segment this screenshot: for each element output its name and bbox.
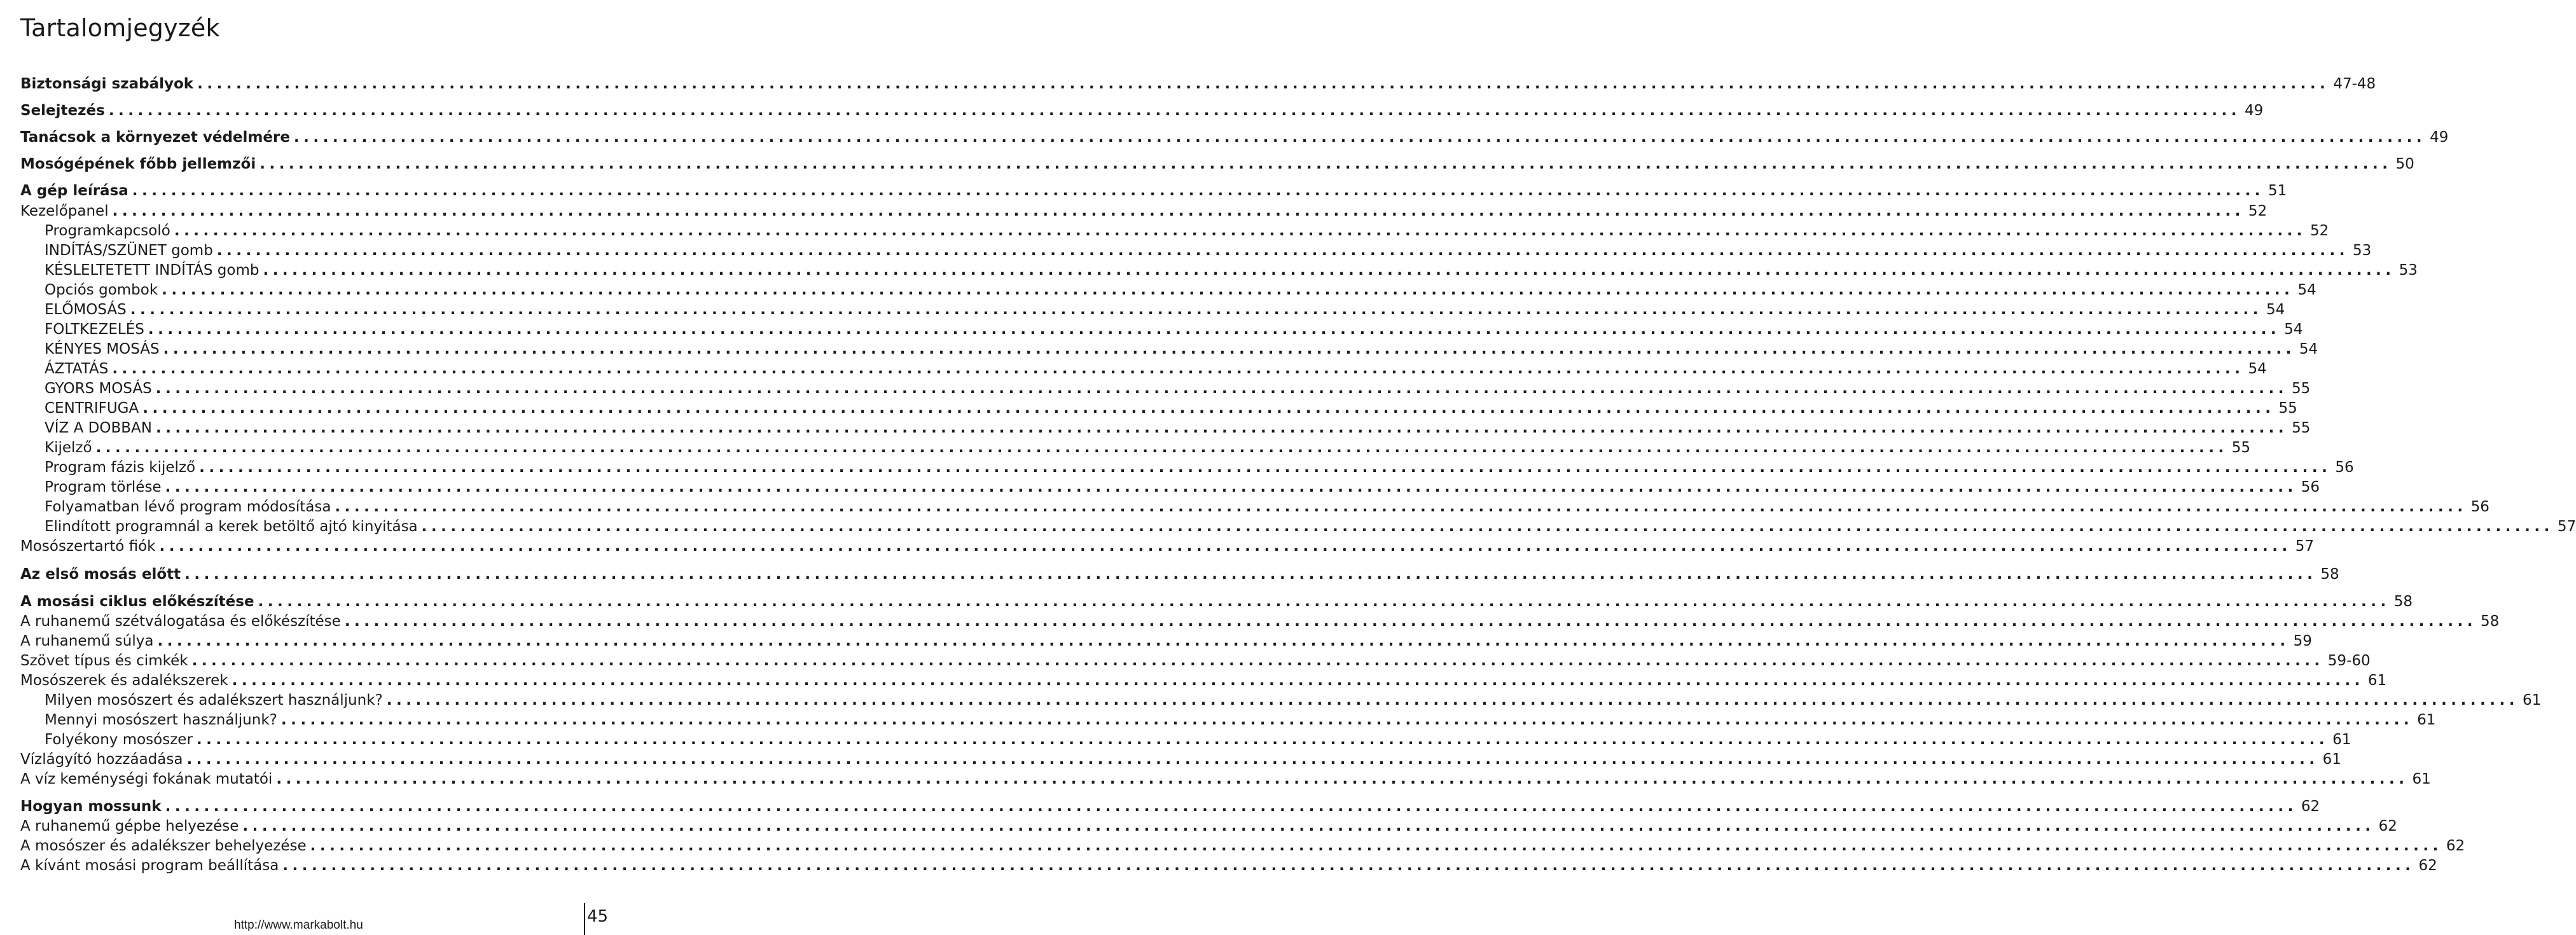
- toc-entry-label: FOLTKEZELÉS: [45, 321, 144, 338]
- toc-entry-page: 61: [2522, 692, 2542, 709]
- toc-dot-leader: ............................................................................................................................................................................................................................: [184, 566, 2317, 583]
- toc-entry: [20, 127, 2449, 148]
- toc-entry-label: Mosószerek és adalékszerek: [20, 672, 228, 689]
- toc-dot-leader: ............................................................................................................................................................................................................................: [157, 633, 2290, 649]
- toc-entry: [20, 592, 2413, 612]
- toc-dot-leader: ............................................................................................................................................................................................................................: [95, 440, 2228, 456]
- toc-dot-leader: ............................................................................................................................................................................................................................: [258, 593, 2390, 610]
- toc-dot-leader: ............................................................................................................................................................................................................................: [155, 420, 2289, 436]
- toc-dot-leader: ............................................................................................................................................................................................................................: [148, 321, 2281, 338]
- toc-entry-label: Opciós gombok: [45, 282, 158, 298]
- toc-entry: [45, 300, 2285, 320]
- toc-entry: [20, 749, 2341, 770]
- toc-entry: [45, 438, 2251, 458]
- toc-entry: [45, 516, 2576, 537]
- toc-entry: [20, 536, 2314, 557]
- toc-entry: [45, 319, 2303, 340]
- toc-dot-leader: ............................................................................................................................................................................................................................: [282, 857, 2415, 874]
- page-title: Tartalomjegyzék: [20, 14, 220, 42]
- toc-entry-label: ÁZTATÁS: [45, 361, 109, 377]
- toc-entry-label: Biztonsági szabályok: [20, 76, 194, 92]
- toc-dot-leader: ............................................................................................................................................................................................................................: [293, 129, 2427, 146]
- toc-entry-page: 57: [2557, 518, 2576, 535]
- toc-entry-label: A víz keménységi fokának mutatói: [20, 771, 273, 787]
- toc-entry-page: 58: [2481, 613, 2500, 630]
- toc-dot-leader: ............................................................................................................................................................................................................................: [344, 613, 2477, 630]
- toc-entry-page: 62: [2378, 818, 2397, 835]
- toc-entry: [20, 100, 2264, 121]
- toc-entry-page: 49: [2430, 129, 2449, 146]
- toc-dot-leader: ............................................................................................................................................................................................................................: [159, 538, 2292, 555]
- toc-entry: [20, 181, 2287, 201]
- toc-entry: [20, 611, 2500, 632]
- toc-entry-label: Az első mosás előtt: [20, 566, 181, 583]
- toc-entry-label: Elindított programnál a kerek betöltő ajtó kinyitása: [45, 518, 418, 535]
- toc-entry-label: CENTRIFUGA: [45, 400, 139, 417]
- toc-entry: [45, 457, 2354, 478]
- toc-entry-label: Kijelző: [45, 440, 92, 456]
- toc-entry-label: INDÍTÁS/SZÜNET gomb: [45, 242, 213, 259]
- toc-entry-label: Vízlágyító hozzáadása: [20, 751, 183, 768]
- toc-entry-page: 61: [2412, 771, 2431, 787]
- toc-dot-leader: ............................................................................................................................................................................................................................: [165, 798, 2297, 815]
- toc-entry-label: Milyen mosószert és adalékszert használjunk?: [45, 692, 383, 709]
- toc-entry: [45, 339, 2318, 359]
- toc-entry-page: 59-60: [2327, 653, 2371, 669]
- toc-entry-page: 51: [2268, 183, 2287, 199]
- toc-entry-page: 55: [2292, 420, 2311, 436]
- toc-entry: [45, 690, 2542, 710]
- toc-entry-page: 55: [2292, 380, 2311, 397]
- toc-dot-leader: ............................................................................................................................................................................................................................: [165, 479, 2297, 495]
- toc-entry-label: A ruhanemű súlya: [20, 633, 154, 649]
- toc-entry-label: A ruhanemű szétválogatása és előkészítése: [20, 613, 341, 630]
- toc-entry-page: 62: [2301, 798, 2320, 815]
- toc-entry-label: A ruhanemű gépbe helyezése: [20, 818, 239, 835]
- toc-dot-leader: ............................................................................................................................................................................................................................: [199, 459, 2332, 476]
- toc-entry-page: 56: [2335, 459, 2354, 476]
- toc-dot-leader: ............................................................................................................................................................................................................................: [132, 183, 2265, 199]
- toc-dot-leader: ............................................................................................................................................................................................................................: [191, 653, 2324, 669]
- toc-dot-leader: ............................................................................................................................................................................................................................: [421, 518, 2554, 535]
- toc-dot-leader: ............................................................................................................................................................................................................................: [186, 751, 2319, 768]
- toc-entry-label: Hogyan mossunk: [20, 798, 162, 815]
- toc-dot-leader: ............................................................................................................................................................................................................................: [263, 262, 2395, 279]
- page-corner-rule: [584, 903, 585, 935]
- toc-dot-leader: ............................................................................................................................................................................................................................: [280, 712, 2414, 728]
- toc-dot-leader: ............................................................................................................................................................................................................................: [108, 102, 2241, 119]
- toc-entry: [45, 280, 2316, 300]
- page-number: 45: [586, 907, 608, 926]
- toc-entry-page: 56: [2470, 499, 2489, 515]
- toc-entry: [20, 651, 2371, 671]
- toc-dot-leader: ............................................................................................................................................................................................................................: [242, 818, 2375, 835]
- toc-entry: [45, 359, 2267, 379]
- toc-entry: [45, 221, 2329, 241]
- toc-entry-label: A kívánt mosási program beállítása: [20, 857, 279, 874]
- toc-entry-label: A gép leírása: [20, 183, 128, 199]
- toc-entry-page: 56: [2301, 479, 2320, 495]
- toc-entry: [20, 836, 2465, 856]
- toc-entry-page: 52: [2310, 223, 2329, 239]
- toc-entry-page: 54: [2266, 301, 2285, 318]
- toc-dot-leader: ............................................................................................................................................................................................................................: [335, 499, 2467, 515]
- toc-dot-leader: ............................................................................................................................................................................................................................: [197, 76, 2330, 92]
- toc-entry-page: 61: [2367, 672, 2387, 689]
- toc-entry-page: 55: [2231, 440, 2251, 456]
- toc-entry-page: 61: [2417, 712, 2436, 728]
- toc-dot-leader: ............................................................................................................................................................................................................................: [112, 361, 2245, 377]
- toc-entry-page: 54: [2299, 341, 2318, 357]
- toc-entry-label: Program törlése: [45, 479, 162, 495]
- toc-entry-label: Programkapcsoló: [45, 223, 170, 239]
- toc-entry: [45, 730, 2351, 750]
- toc-entry-page: 57: [2295, 538, 2314, 555]
- toc-entry-label: Mosószertartó fiók: [20, 538, 156, 555]
- toc-entry: [20, 769, 2431, 789]
- toc-entry-label: Kezelőpanel: [20, 203, 109, 219]
- toc-dot-leader: ............................................................................................................................................................................................................................: [386, 692, 2519, 709]
- toc-dot-leader: ............................................................................................................................................................................................................................: [216, 242, 2350, 259]
- toc-entry-page: 55: [2278, 400, 2297, 417]
- toc-entry-page: 53: [2353, 242, 2372, 259]
- toc-entry: [20, 816, 2397, 836]
- toc-entry-label: ELŐMOSÁS: [45, 301, 127, 318]
- toc-entry-page: 49: [2245, 102, 2264, 119]
- toc-entry-page: 58: [2320, 566, 2339, 583]
- toc-entry-page: 53: [2399, 262, 2418, 279]
- toc-entry-label: Folyamatban lévő program módosítása: [45, 499, 331, 515]
- toc-dot-leader: ............................................................................................................................................................................................................................: [163, 341, 2296, 357]
- toc-dot-leader: ............................................................................................................................................................................................................................: [162, 282, 2294, 298]
- toc-entry: [45, 378, 2311, 399]
- toc-dot-leader: ............................................................................................................................................................................................................................: [142, 400, 2275, 417]
- toc-entry: [20, 154, 2414, 174]
- toc-dot-leader: ............................................................................................................................................................................................................................: [112, 203, 2245, 219]
- toc-entry-page: 52: [2248, 203, 2268, 219]
- toc-entry-page: 61: [2322, 751, 2341, 768]
- toc-dot-leader: ............................................................................................................................................................................................................................: [196, 731, 2329, 748]
- toc-entry-label: Folyékony mosószer: [45, 731, 193, 748]
- toc-entry: [20, 631, 2312, 651]
- toc-entry-label: Mennyi mosószert használjunk?: [45, 712, 277, 728]
- toc-entry: [20, 564, 2339, 585]
- toc-entry-label: Tanácsok a környezet védelmére: [20, 129, 290, 146]
- toc-entry: [45, 260, 2418, 280]
- toc-dot-leader: ............................................................................................................................................................................................................................: [155, 380, 2288, 397]
- toc-entry-page: 62: [2418, 857, 2437, 874]
- toc-entry-label: Mosógépének főbb jellemzői: [20, 156, 256, 172]
- toc-entry: [45, 398, 2297, 419]
- toc-entry: [45, 418, 2311, 438]
- toc-entry-label: KÉNYES MOSÁS: [45, 341, 160, 357]
- toc-entry-page: 50: [2395, 156, 2414, 172]
- toc-entry: [20, 74, 2376, 94]
- toc-entry: [45, 477, 2320, 497]
- toc-entry-label: A mosószer és adalékszer behelyezése: [20, 838, 307, 854]
- footer-url: http://www.markabolt.hu: [234, 918, 363, 932]
- toc-entry-page: 58: [2393, 593, 2413, 610]
- toc-entry-page: 61: [2332, 731, 2351, 748]
- toc-dot-leader: ............................................................................................................................................................................................................................: [310, 838, 2442, 854]
- toc-dot-leader: ............................................................................................................................................................................................................................: [276, 771, 2409, 787]
- toc-entry-label: Selejtezés: [20, 102, 105, 119]
- toc-entry: [45, 710, 2436, 730]
- toc-entry: [20, 796, 2320, 817]
- toc-entry-label: Program fázis kijelző: [45, 459, 196, 476]
- toc-dot-leader: ............................................................................................................................................................................................................................: [174, 223, 2307, 239]
- toc-entry: [20, 670, 2387, 691]
- toc-entry-page: 59: [2293, 633, 2312, 649]
- toc-entry-page: 62: [2446, 838, 2465, 854]
- toc-entry-page: 54: [2248, 361, 2267, 377]
- toc-entry: [45, 497, 2489, 517]
- toc-dot-leader: ............................................................................................................................................................................................................................: [130, 301, 2262, 318]
- toc-entry: [20, 855, 2437, 876]
- toc-entry-page: 54: [2297, 282, 2316, 298]
- toc-entry-page: 47-48: [2333, 76, 2376, 92]
- toc-entry: [45, 240, 2372, 261]
- toc-entry-label: A mosási ciklus előkészítése: [20, 593, 254, 610]
- toc-entry-label: KÉSLELTETETT INDÍTÁS gomb: [45, 262, 260, 279]
- toc-entry-label: Szövet típus és cimkék: [20, 653, 188, 669]
- toc-entry: [20, 201, 2268, 221]
- toc-dot-leader: ............................................................................................................................................................................................................................: [232, 672, 2364, 689]
- toc-entry-label: VÍZ A DOBBAN: [45, 420, 152, 436]
- toc-entry-label: GYORS MOSÁS: [45, 380, 152, 397]
- toc-dot-leader: ............................................................................................................................................................................................................................: [260, 156, 2392, 172]
- toc-entry-page: 54: [2284, 321, 2303, 338]
